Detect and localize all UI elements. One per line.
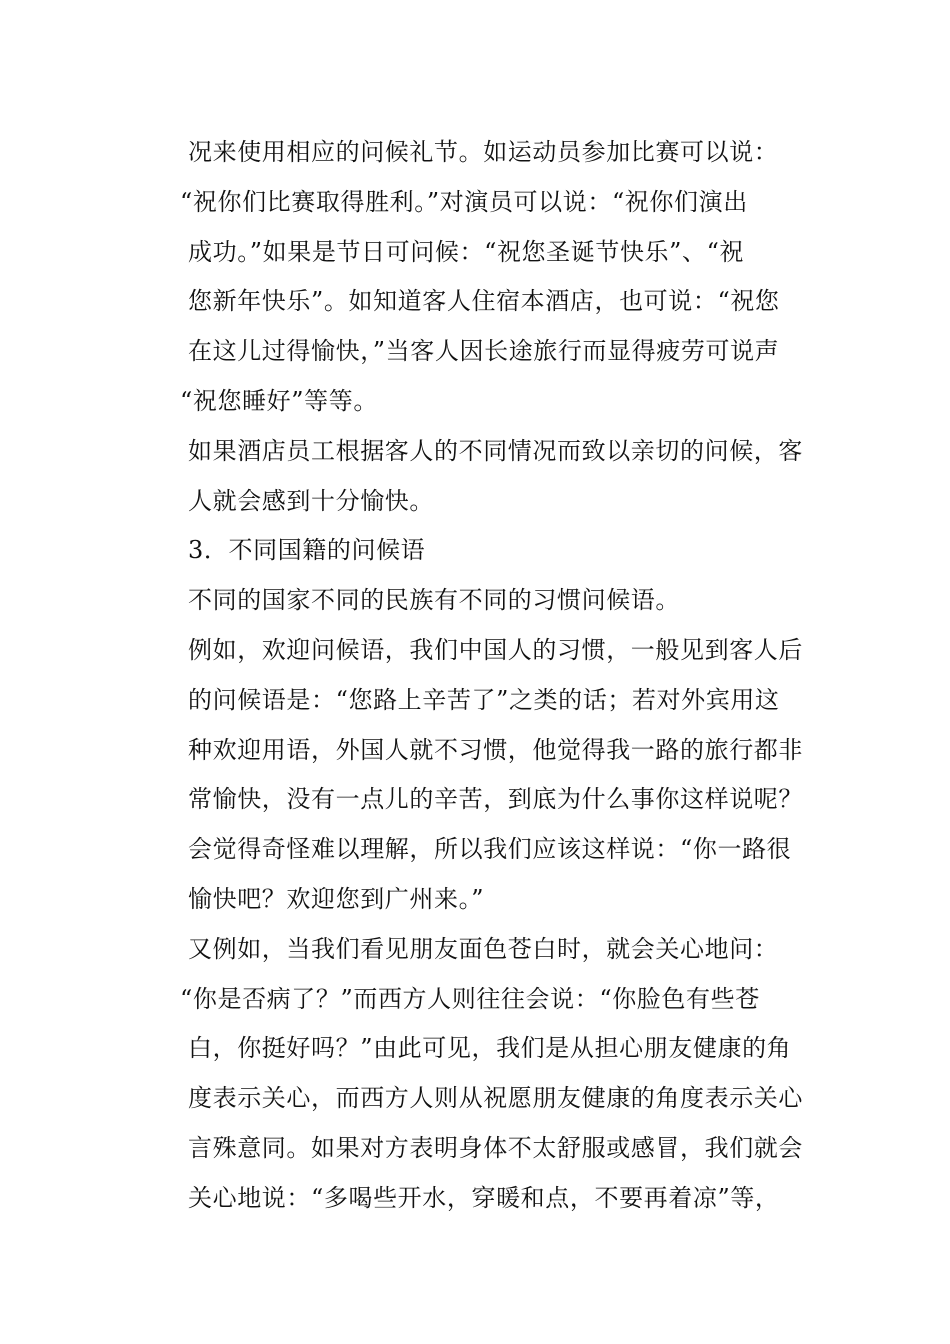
document-body [180,132,813,1228]
text-line: “祝你们比赛取得胜利。”对演员可以说：“祝你们演出 [180,187,748,216]
text-line: 在这儿过得愉快，”当客人因长途旅行而显得疲劳可说声 [188,337,780,366]
text-line: 如果酒店员工根据客人的不同情况而致以亲切的问候，客 [188,436,803,465]
text-line: 又例如，当我们看见朋友面色苍白时，就会关心地问： [188,934,779,963]
text-line: “祝您睡好”等等。 [180,386,378,415]
text-line: 例如，欢迎问候语，我们中国人的习惯，一般见到客人后 [188,635,803,664]
text-line: 人就会感到十分愉快。 [188,486,434,515]
text-line: “你是否病了？”而西方人则往往会说：“你脸色有些苍 [180,984,760,1013]
text-line: 成功。”如果是节日可问候：“祝您圣诞节快乐”、“祝 [188,237,745,266]
text-line: 常愉快，没有一点儿的辛苦，到底为什么事你这样说呢？ [188,785,803,814]
text-line: 度表示关心，而西方人则从祝愿朋友健康的角度表示关心 [188,1084,803,1113]
section-heading: 3．不同国籍的问候语 [188,536,426,565]
text-line: 会觉得奇怪难以理解，所以我们应该这样说：“你一路很 [188,835,792,864]
text-line: 言殊意同。如果对方表明身体不太舒服或感冒，我们就会 [188,1133,803,1162]
text-line: 不同的国家不同的民族有不同的习惯问候语。 [188,586,680,615]
text-line: 关心地说：“多喝些开水，穿暖和点，不要再着凉”等， [188,1183,780,1212]
text-line: 您新年快乐”。如知道客人住宿本酒店，也可说：“祝您 [188,287,780,316]
text-line: 况来使用相应的问候礼节。如运动员参加比赛可以说： [188,138,779,166]
text-line: 的问候语是：“您路上辛苦了”之类的话；若对外宾用这 [188,685,780,714]
text-line: 白，你挺好吗？”由此可见，我们是从担心朋友健康的角 [188,1034,792,1063]
text-line: 种欢迎用语，外国人就不习惯，他觉得我一路的旅行都非 [188,735,803,764]
text-line: 愉快吧？欢迎您到广州来。” [188,884,485,913]
